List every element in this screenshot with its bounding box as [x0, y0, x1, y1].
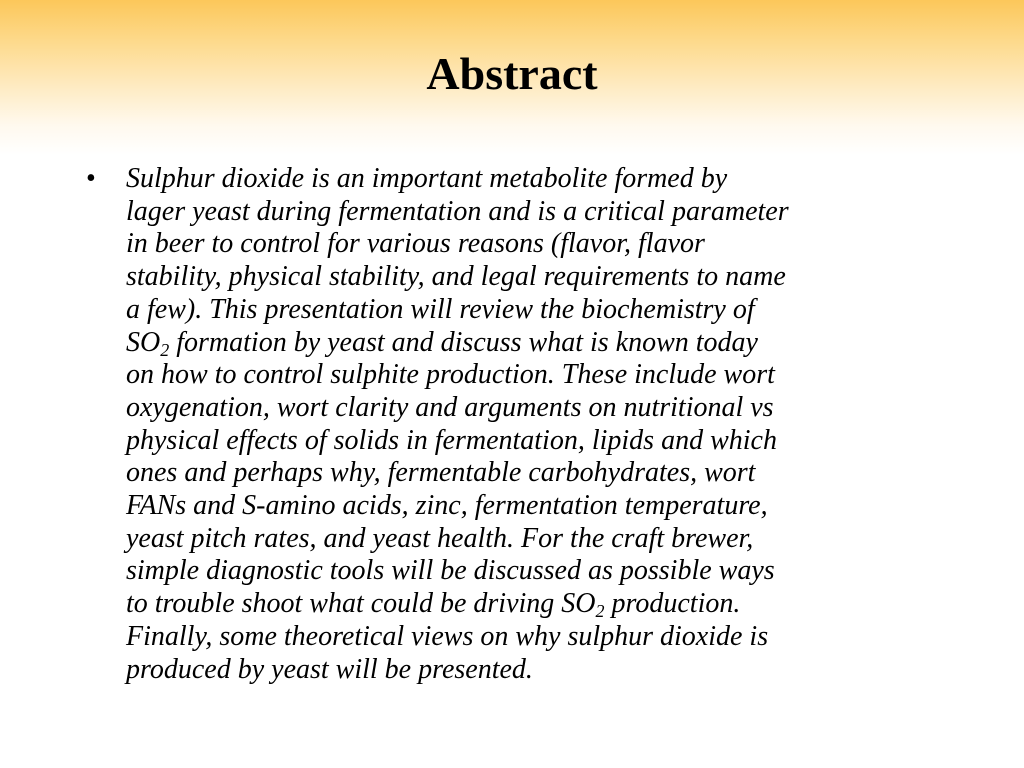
abstract-line: a few). This presentation will review the biochemistry of [126, 293, 755, 325]
subscript-2: 2 [595, 601, 605, 622]
abstract-line: ones and perhaps why, fermentable carbohydrates, wort [126, 457, 756, 489]
abstract-text: to trouble shoot what could be driving SO [126, 588, 596, 620]
bullet-icon: • [86, 163, 96, 194]
abstract-line: FANs and S-amino acids, zinc, fermentation temperature, [126, 490, 768, 522]
abstract-line: oxygenation, wort clarity and arguments on nutritional vs [126, 391, 774, 423]
subscript-2: 2 [160, 339, 170, 360]
abstract-line: yeast pitch rates, and yeast health. For the craft brewer, [126, 522, 754, 554]
abstract-line: simple diagnostic tools will be discussed as possible ways [126, 555, 775, 587]
so2-formula: SO [126, 326, 161, 358]
abstract-line: Sulphur dioxide is an important metabolite formed by [126, 163, 728, 194]
abstract-line: on how to control sulphite production. These include wort [126, 359, 775, 391]
abstract-line: lager yeast during fermentation and is a critical parameter [126, 195, 789, 227]
abstract-line: physical effects of solids in fermentation, lipids and which [126, 424, 777, 456]
abstract-line [126, 588, 946, 621]
abstract-line: Finally, some theoretical views on why sulphur dioxide is [126, 620, 769, 652]
slide-title: Abstract [426, 48, 598, 99]
abstract-text: formation by yeast and discuss what is known today [169, 326, 758, 358]
abstract-line [126, 327, 946, 360]
abstract-line: in beer to control for various reasons (flavor, flavor [126, 228, 705, 260]
abstract-bullet [86, 163, 946, 686]
abstract-line: stability, physical stability, and legal requirements to name [126, 261, 786, 293]
abstract-line: produced by yeast will be presented. [126, 653, 533, 685]
bullet-list [86, 163, 946, 686]
abstract-text: production. [604, 588, 741, 620]
